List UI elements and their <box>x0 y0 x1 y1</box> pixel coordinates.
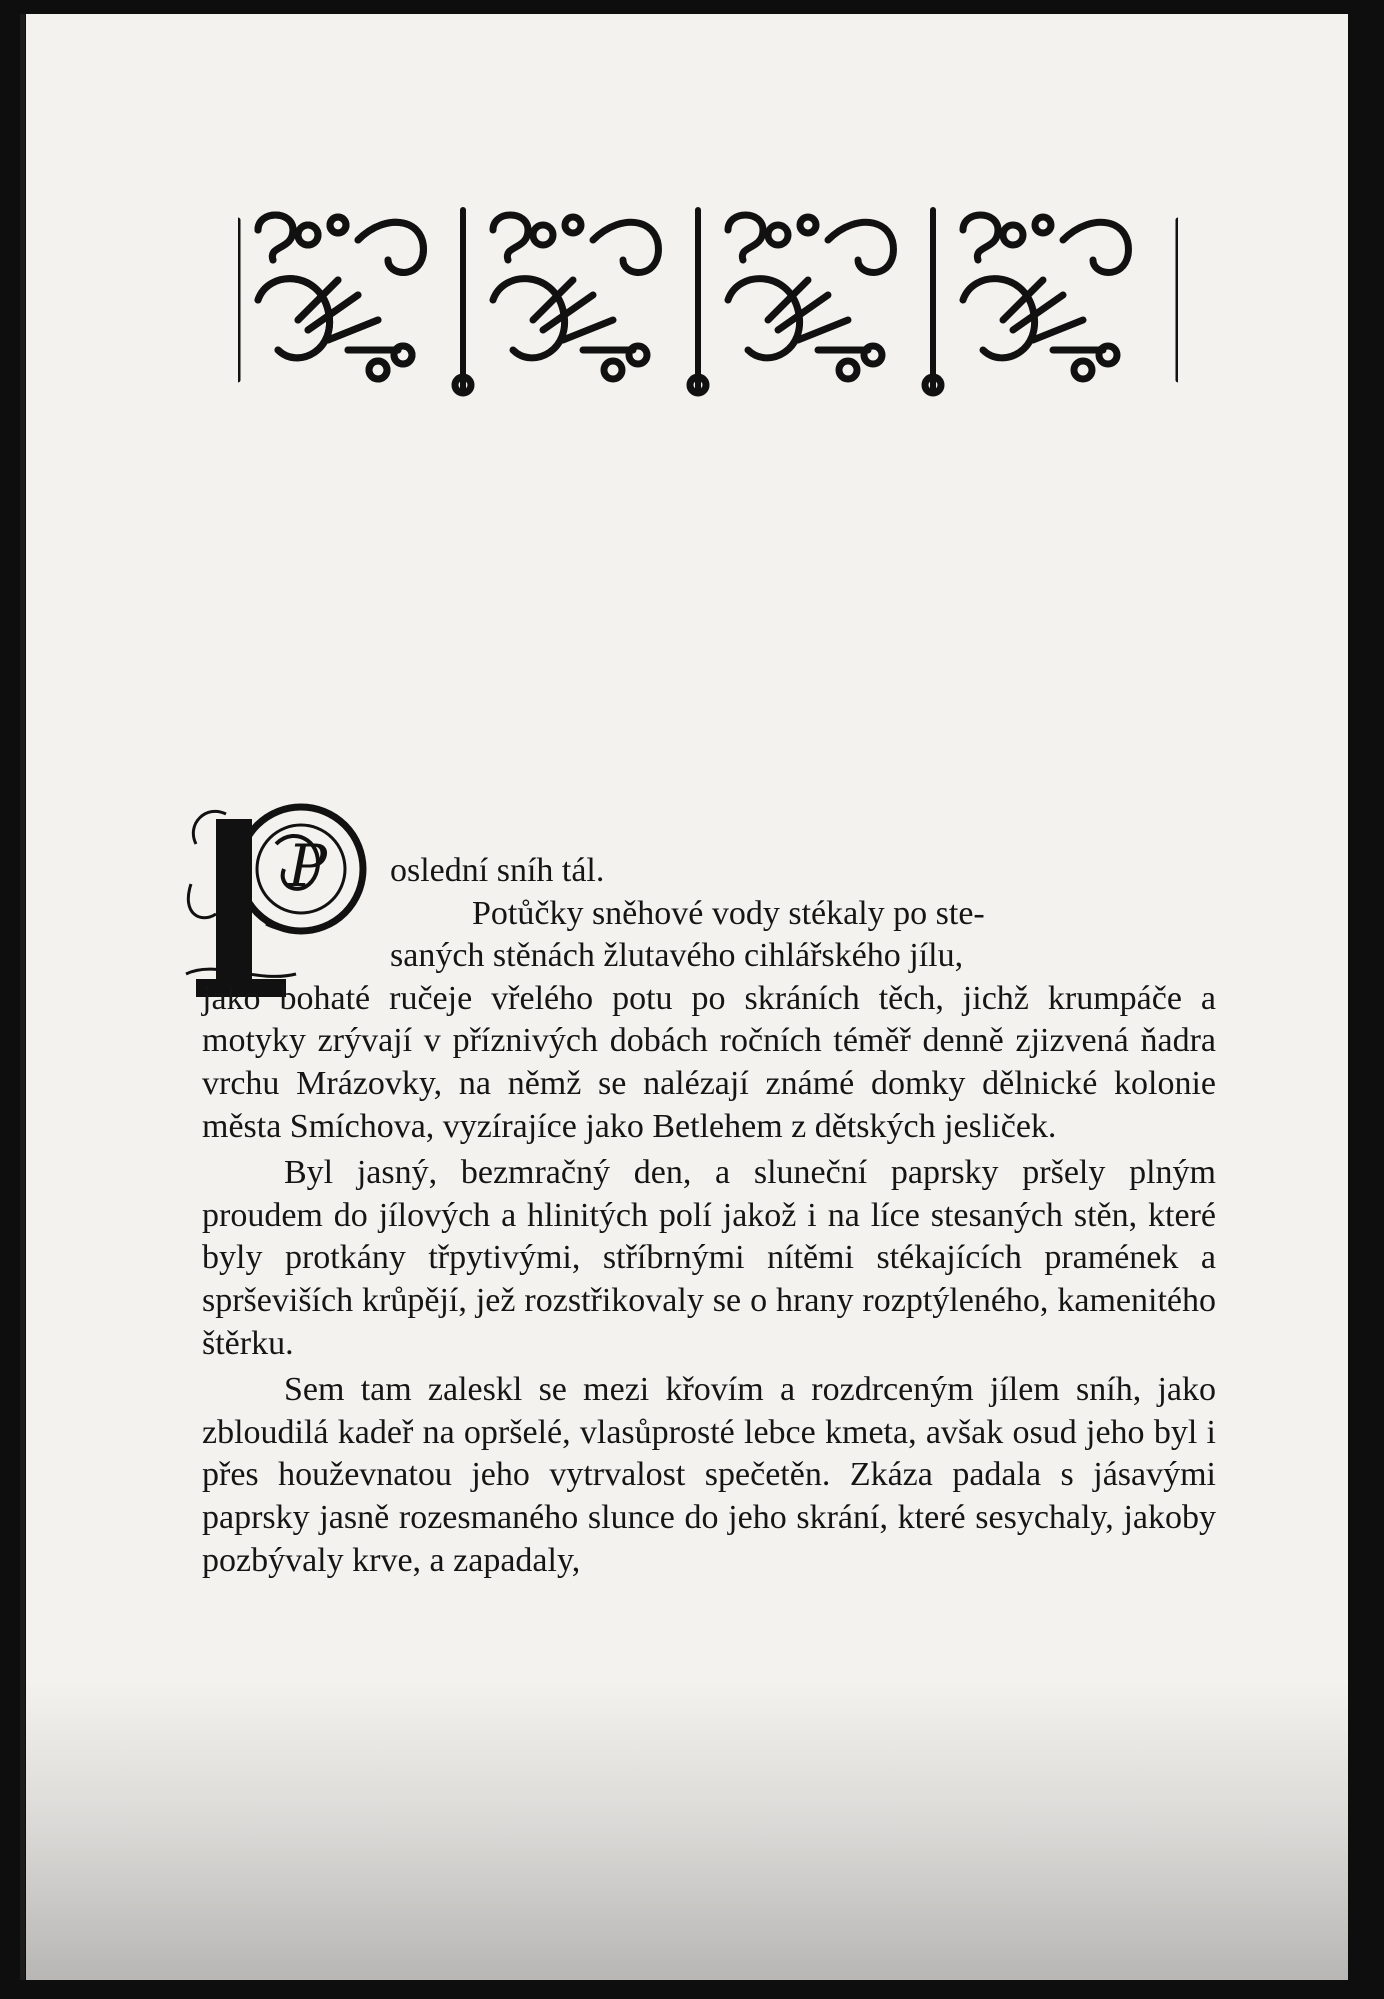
drop-cap-letter: P <box>288 832 328 900</box>
para3: Sem tam zaleskl se mezi křovím a rozdrceným jílem sníh, jako zbloudilá kadeř na opršelé, vlasůprosté lebce kmeta, avšak osud jeho byl i přes houževnatou jeho vytrvalost spečetěn. Zkáza padala s jásavými paprsky jasně rozesmaného slunce do jeho skrání, které sesychaly, jakoby pozbývaly krve, a zapadaly, <box>202 1371 1216 1579</box>
para1-line-2: saných stěnách žlutavého cihlářského jílu, <box>390 937 964 975</box>
floral-ornament-icon <box>238 200 1178 400</box>
body-text <box>202 850 1216 1582</box>
para1-line-1: Potůčky sněhové vody stékaly po ste- <box>472 894 985 932</box>
para2: Byl jasný, bezmračný den, a sluneční paprsky pršely plným proudem do jílových a hlinitých polí jakož i na líce stesaných stěn, které byly protkány třpytivými, stříbrnými nítěmi stékajících pramének a sprševiších krůpějí, jež rozstřikovaly se o hrany rozptýleného, kamenitého štěrku. <box>202 1154 1216 1362</box>
book-page <box>26 14 1348 1980</box>
first-line: oslední sníh tál. <box>390 852 605 889</box>
binding-edge <box>20 14 25 1980</box>
para1-rest: jako bohaté ručeje vřelého potu po skráních těch, jichž krumpáče a motyky zrývají v příznivých dobách ročních téměř denně zjizvená ňadra vrchu Mrázovky, na němž se nalézají známé domky dělnické kolonie města Smíchova, vyzírajíce jako Betlehem z dětských jesliček. <box>202 979 1216 1145</box>
